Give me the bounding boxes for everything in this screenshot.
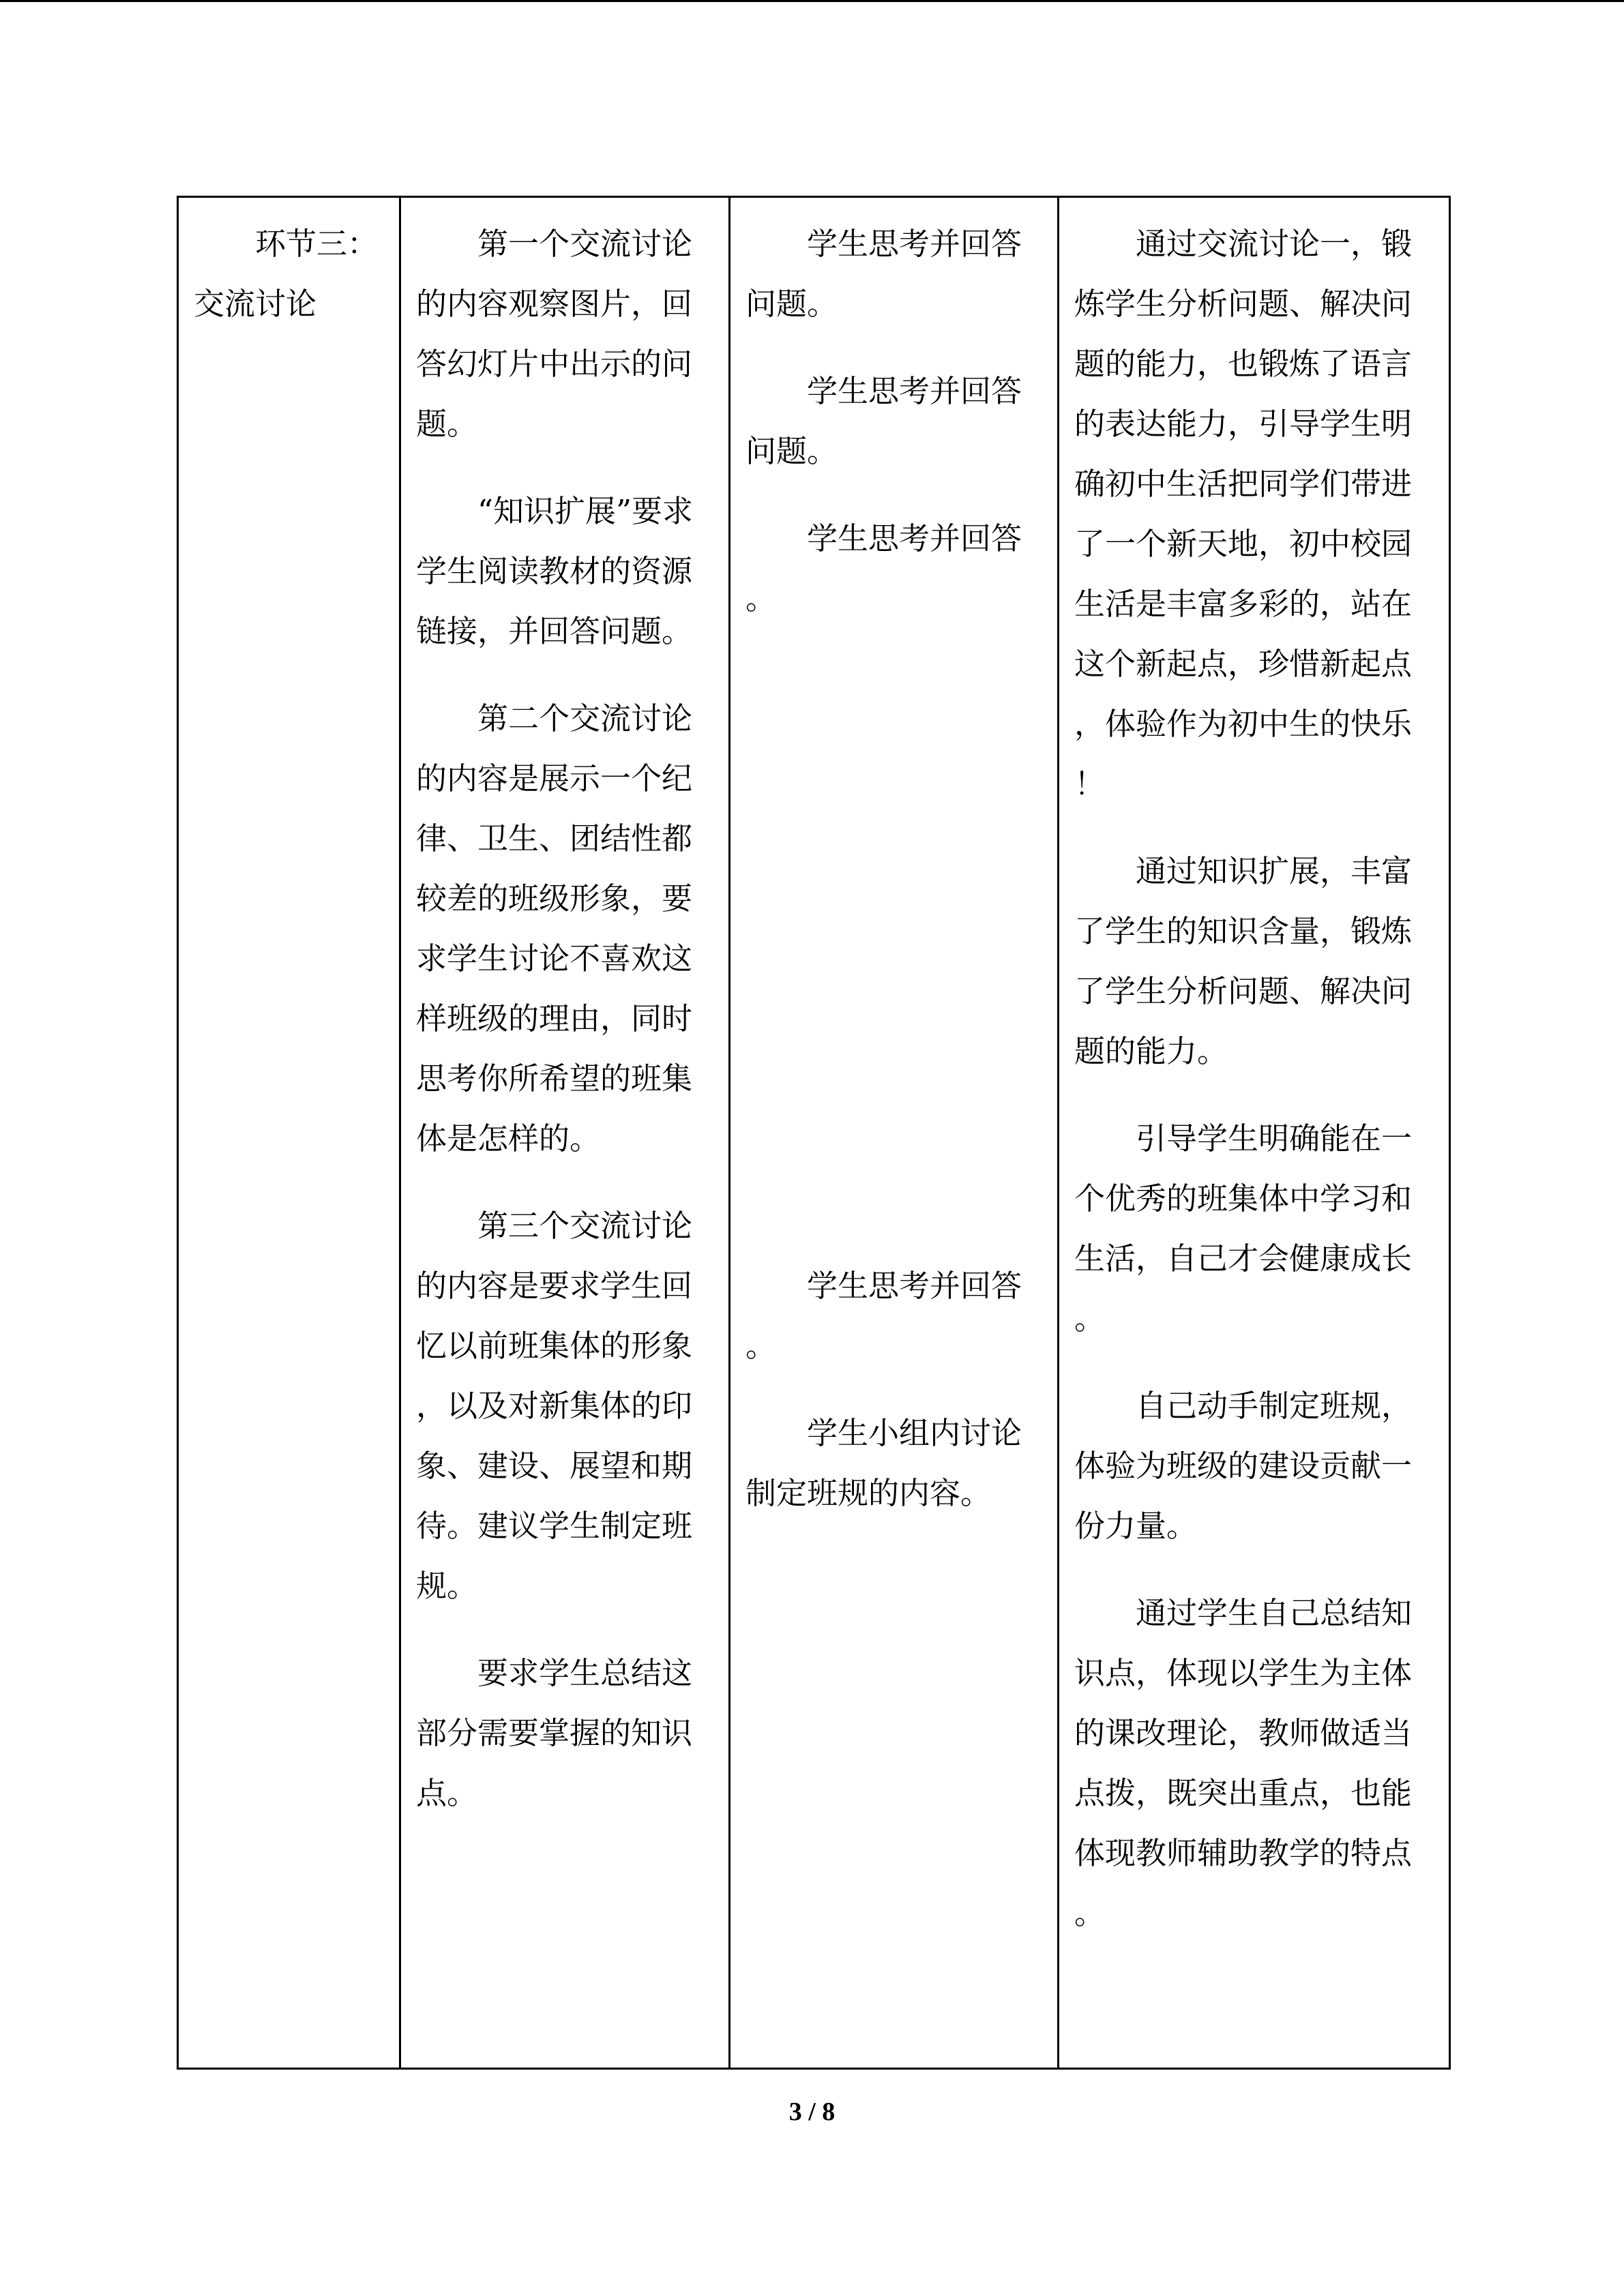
student-activity-2: 学生思考并回答问题。 [745, 373, 1022, 469]
student-activities-cell [730, 197, 1059, 2069]
student-activity-3: 学生思考并回答。 [745, 520, 1022, 616]
page-number: 3 / 8 [788, 2098, 836, 2126]
teacher-activity-3: 第二个交流讨论的内容是展示一个纪律、卫生、团结性都较差的班级形象，要求学生讨论不喜欢这样班级的理由，同时思考你所希望的班集体是怎样的。 [416, 700, 693, 1157]
stage-label: 环节三：交流讨论 [194, 226, 379, 322]
student-activity-1: 学生思考并回答问题。 [745, 226, 1022, 322]
design-intent-cell [1059, 197, 1450, 2069]
design-intent-5: 通过学生自己总结知识点，体现以学生为主体的课改理论，教师做适当点拨，既突出重点，也能体现教师辅助教学的特点。 [1074, 1595, 1413, 1931]
design-intent-2: 通过知识扩展，丰富了学生的知识含量，锻炼了学生分析问题、解决问题的能力。 [1074, 853, 1413, 1069]
design-intent-4: 自己动手制定班规，体验为班级的建设贡献一份力量。 [1074, 1388, 1413, 1544]
stage-cell [178, 197, 400, 2069]
teacher-activity-2: “知识扩展”要求学生阅读教材的资源链接，并回答问题。 [416, 493, 694, 649]
student-activity-4: 学生思考并回答。 [745, 1268, 1022, 1364]
student-activity-5: 学生小组内讨论制定班规的内容。 [745, 1415, 1022, 1511]
lesson-plan-table [177, 196, 1451, 2070]
table-row [178, 197, 1450, 2069]
teacher-activity-5: 要求学生总结这部分需要掌握的知识点。 [416, 1655, 693, 1811]
design-intent-3: 引导学生明确能在一个优秀的班集体中学习和生活，自己才会健康成长。 [1074, 1120, 1413, 1337]
page-top-border [0, 0, 1624, 2]
vertical-spacer [745, 656, 1042, 1256]
teacher-activity-4: 第三个交流讨论的内容是要求学生回忆以前班集体的形象，以及对新集体的印象、建设、展望和期待。建议学生制定班规。 [416, 1208, 693, 1604]
teacher-activity-1: 第一个交流讨论的内容观察图片，回答幻灯片中出示的问题。 [416, 226, 693, 442]
teacher-activities-cell [400, 197, 730, 2069]
design-intent-1: 通过交流讨论一，锻炼学生分析问题、解决问题的能力，也锻炼了语言的表达能力，引导学生明确初中生活把同学们带进了一个新天地，初中校园生活是丰富多彩的，站在这个新起点，珍惜新起点，体验作为初中生的快乐！ [1074, 226, 1413, 802]
